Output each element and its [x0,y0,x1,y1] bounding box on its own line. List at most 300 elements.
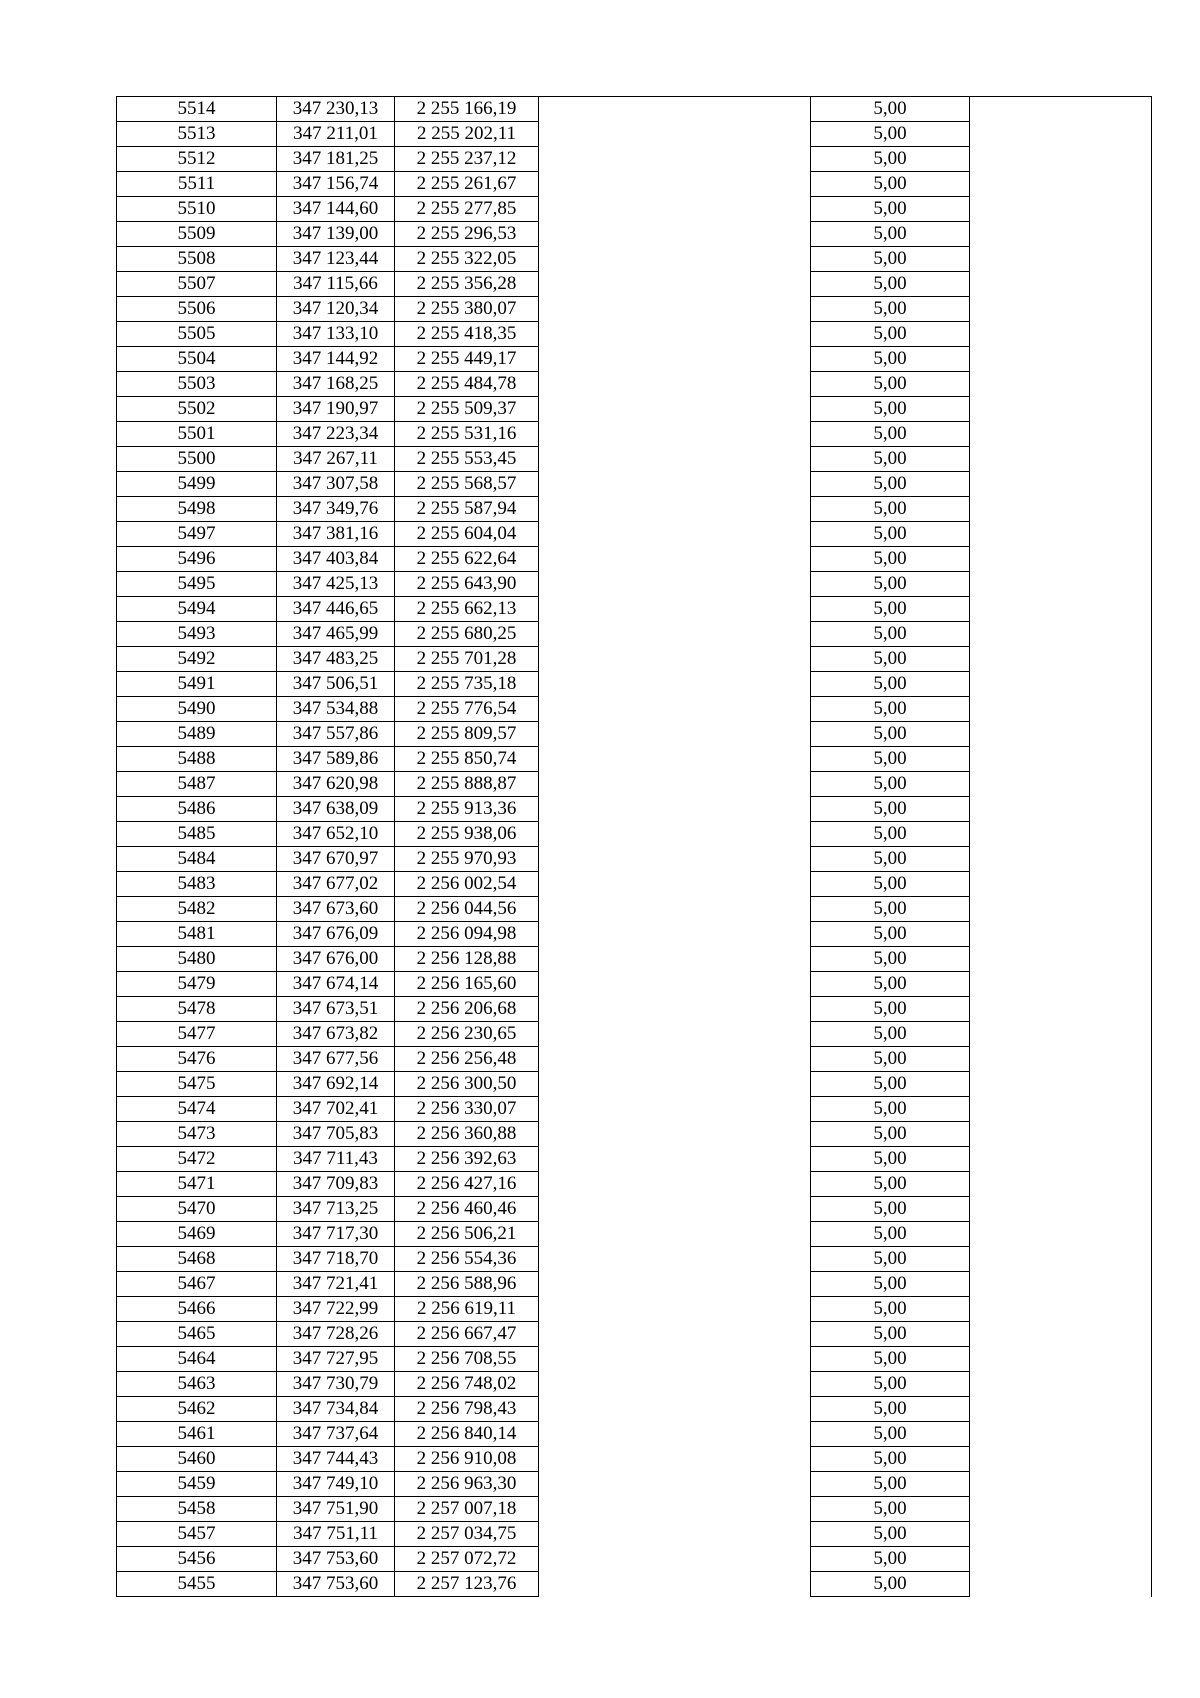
blank-cell-right [970,1372,1152,1397]
coordinates-table [116,96,1152,1597]
value-cell: 5,00 [811,1022,970,1047]
table-row [117,897,1152,922]
blank-cell-right [970,572,1152,597]
point-number-cell: 5506 [117,297,277,322]
blank-cell [539,522,811,547]
value-cell: 5,00 [811,1497,970,1522]
table-row [117,922,1152,947]
table-row [117,1522,1152,1547]
value-cell: 5,00 [811,372,970,397]
blank-cell [539,847,811,872]
blank-cell [539,1322,811,1347]
y-coordinate-cell: 2 257 007,18 [395,1497,539,1522]
blank-cell-right [970,897,1152,922]
x-coordinate-cell: 347 190,97 [277,397,395,422]
table-row [117,1422,1152,1447]
point-number-cell: 5461 [117,1422,277,1447]
x-coordinate-cell: 347 133,10 [277,322,395,347]
blank-cell [539,1372,811,1397]
point-number-cell: 5513 [117,122,277,147]
y-coordinate-cell: 2 255 888,87 [395,772,539,797]
blank-cell-right [970,147,1152,172]
point-number-cell: 5462 [117,1397,277,1422]
blank-cell-right [970,422,1152,447]
table-row [117,1247,1152,1272]
value-cell: 5,00 [811,572,970,597]
blank-cell [539,472,811,497]
blank-cell-right [970,1497,1152,1522]
value-cell: 5,00 [811,1122,970,1147]
y-coordinate-cell: 2 255 449,17 [395,347,539,372]
y-coordinate-cell: 2 255 776,54 [395,697,539,722]
x-coordinate-cell: 347 717,30 [277,1222,395,1247]
y-coordinate-cell: 2 255 970,93 [395,847,539,872]
point-number-cell: 5460 [117,1447,277,1472]
y-coordinate-cell: 2 256 256,48 [395,1047,539,1072]
value-cell: 5,00 [811,747,970,772]
blank-cell [539,597,811,622]
table-row [117,872,1152,897]
table-row [117,1297,1152,1322]
point-number-cell: 5481 [117,922,277,947]
y-coordinate-cell: 2 256 554,36 [395,1247,539,1272]
x-coordinate-cell: 347 446,65 [277,597,395,622]
table-row [117,672,1152,697]
blank-cell [539,1097,811,1122]
blank-cell [539,147,811,172]
point-number-cell: 5484 [117,847,277,872]
blank-cell-right [970,372,1152,397]
blank-cell [539,297,811,322]
point-number-cell: 5495 [117,572,277,597]
blank-cell-right [970,247,1152,272]
blank-cell [539,497,811,522]
blank-cell [539,247,811,272]
blank-cell [539,372,811,397]
blank-cell-right [970,1122,1152,1147]
value-cell: 5,00 [811,947,970,972]
value-cell: 5,00 [811,422,970,447]
blank-cell [539,1247,811,1272]
table-row [117,1122,1152,1147]
table-row [117,222,1152,247]
x-coordinate-cell: 347 737,64 [277,1422,395,1447]
value-cell: 5,00 [811,1272,970,1297]
blank-cell [539,1022,811,1047]
blank-cell-right [970,647,1152,672]
y-coordinate-cell: 2 255 380,07 [395,297,539,322]
value-cell: 5,00 [811,1347,970,1372]
point-number-cell: 5473 [117,1122,277,1147]
y-coordinate-cell: 2 256 708,55 [395,1347,539,1372]
blank-cell [539,1147,811,1172]
point-number-cell: 5512 [117,147,277,172]
point-number-cell: 5508 [117,247,277,272]
y-coordinate-cell: 2 255 938,06 [395,822,539,847]
blank-cell [539,947,811,972]
value-cell: 5,00 [811,1172,970,1197]
table-row [117,1072,1152,1097]
x-coordinate-cell: 347 652,10 [277,822,395,847]
x-coordinate-cell: 347 557,86 [277,722,395,747]
y-coordinate-cell: 2 255 531,16 [395,422,539,447]
blank-cell [539,972,811,997]
blank-cell-right [970,672,1152,697]
value-cell: 5,00 [811,1447,970,1472]
blank-cell [539,1222,811,1247]
x-coordinate-cell: 347 403,84 [277,547,395,572]
x-coordinate-cell: 347 676,09 [277,922,395,947]
value-cell: 5,00 [811,972,970,997]
x-coordinate-cell: 347 230,13 [277,97,395,122]
point-number-cell: 5509 [117,222,277,247]
blank-cell [539,772,811,797]
table-row [117,572,1152,597]
blank-cell [539,697,811,722]
table-row [117,772,1152,797]
value-cell: 5,00 [811,597,970,622]
blank-cell [539,822,811,847]
x-coordinate-cell: 347 721,41 [277,1272,395,1297]
point-number-cell: 5478 [117,997,277,1022]
table-row [117,122,1152,147]
point-number-cell: 5502 [117,397,277,422]
blank-cell [539,922,811,947]
table-row [117,622,1152,647]
blank-cell [539,1497,811,1522]
blank-cell-right [970,447,1152,472]
blank-cell-right [970,497,1152,522]
blank-cell-right [970,272,1152,297]
blank-cell-right [970,1397,1152,1422]
value-cell: 5,00 [811,1372,970,1397]
blank-cell-right [970,197,1152,222]
y-coordinate-cell: 2 255 296,53 [395,222,539,247]
y-coordinate-cell: 2 255 568,57 [395,472,539,497]
point-number-cell: 5474 [117,1097,277,1122]
point-number-cell: 5504 [117,347,277,372]
point-number-cell: 5467 [117,1272,277,1297]
point-number-cell: 5514 [117,97,277,122]
y-coordinate-cell: 2 255 587,94 [395,497,539,522]
x-coordinate-cell: 347 674,14 [277,972,395,997]
table-row [117,972,1152,997]
x-coordinate-cell: 347 751,11 [277,1522,395,1547]
table-row [117,1147,1152,1172]
blank-cell-right [970,1272,1152,1297]
x-coordinate-cell: 347 589,86 [277,747,395,772]
point-number-cell: 5471 [117,1172,277,1197]
blank-cell [539,1197,811,1222]
table-row [117,447,1152,472]
point-number-cell: 5458 [117,1497,277,1522]
value-cell: 5,00 [811,1147,970,1172]
y-coordinate-cell: 2 256 230,65 [395,1022,539,1047]
blank-cell [539,1547,811,1572]
y-coordinate-cell: 2 255 322,05 [395,247,539,272]
x-coordinate-cell: 347 181,25 [277,147,395,172]
blank-cell-right [970,1247,1152,1272]
blank-cell [539,797,811,822]
y-coordinate-cell: 2 255 484,78 [395,372,539,397]
x-coordinate-cell: 347 673,60 [277,897,395,922]
blank-cell [539,647,811,672]
value-cell: 5,00 [811,172,970,197]
point-number-cell: 5499 [117,472,277,497]
blank-cell-right [970,1572,1152,1597]
table-row [117,797,1152,822]
point-number-cell: 5482 [117,897,277,922]
value-cell: 5,00 [811,647,970,672]
point-number-cell: 5497 [117,522,277,547]
x-coordinate-cell: 347 211,01 [277,122,395,147]
value-cell: 5,00 [811,197,970,222]
point-number-cell: 5472 [117,1147,277,1172]
y-coordinate-cell: 2 255 809,57 [395,722,539,747]
blank-cell-right [970,297,1152,322]
table-row [117,1347,1152,1372]
point-number-cell: 5483 [117,872,277,897]
point-number-cell: 5511 [117,172,277,197]
point-number-cell: 5459 [117,1472,277,1497]
blank-cell [539,1122,811,1147]
blank-cell-right [970,872,1152,897]
value-cell: 5,00 [811,272,970,297]
x-coordinate-cell: 347 676,00 [277,947,395,972]
table-row [117,247,1152,272]
table-row [117,1547,1152,1572]
point-number-cell: 5500 [117,447,277,472]
y-coordinate-cell: 2 256 667,47 [395,1322,539,1347]
table-row [117,197,1152,222]
value-cell: 5,00 [811,497,970,522]
blank-cell [539,1572,811,1597]
x-coordinate-cell: 347 744,43 [277,1447,395,1472]
point-number-cell: 5463 [117,1372,277,1397]
y-coordinate-cell: 2 256 460,46 [395,1197,539,1222]
point-number-cell: 5486 [117,797,277,822]
blank-cell-right [970,172,1152,197]
table-row [117,347,1152,372]
blank-cell [539,1172,811,1197]
x-coordinate-cell: 347 267,11 [277,447,395,472]
table-row [117,1047,1152,1072]
table-row [117,847,1152,872]
point-number-cell: 5487 [117,772,277,797]
table-row [117,422,1152,447]
point-number-cell: 5496 [117,547,277,572]
y-coordinate-cell: 2 255 237,12 [395,147,539,172]
value-cell: 5,00 [811,347,970,372]
blank-cell-right [970,97,1152,122]
point-number-cell: 5455 [117,1572,277,1597]
y-coordinate-cell: 2 255 509,37 [395,397,539,422]
y-coordinate-cell: 2 255 643,90 [395,572,539,597]
point-number-cell: 5466 [117,1297,277,1322]
y-coordinate-cell: 2 256 910,08 [395,1447,539,1472]
point-number-cell: 5491 [117,672,277,697]
blank-cell-right [970,772,1152,797]
blank-cell-right [970,547,1152,572]
blank-cell-right [970,472,1152,497]
value-cell: 5,00 [811,297,970,322]
value-cell: 5,00 [811,1047,970,1072]
y-coordinate-cell: 2 255 735,18 [395,672,539,697]
x-coordinate-cell: 347 702,41 [277,1097,395,1122]
y-coordinate-cell: 2 255 604,04 [395,522,539,547]
y-coordinate-cell: 2 256 094,98 [395,922,539,947]
table-row [117,1222,1152,1247]
y-coordinate-cell: 2 256 044,56 [395,897,539,922]
x-coordinate-cell: 347 673,51 [277,997,395,1022]
table-row [117,1497,1152,1522]
x-coordinate-cell: 347 139,00 [277,222,395,247]
value-cell: 5,00 [811,247,970,272]
blank-cell [539,997,811,1022]
point-number-cell: 5475 [117,1072,277,1097]
blank-cell [539,347,811,372]
table-row [117,1572,1152,1597]
table-row [117,1397,1152,1422]
value-cell: 5,00 [811,697,970,722]
value-cell: 5,00 [811,322,970,347]
x-coordinate-cell: 347 673,82 [277,1022,395,1047]
y-coordinate-cell: 2 256 360,88 [395,1122,539,1147]
x-coordinate-cell: 347 534,88 [277,697,395,722]
point-number-cell: 5469 [117,1222,277,1247]
point-number-cell: 5498 [117,497,277,522]
y-coordinate-cell: 2 257 072,72 [395,1547,539,1572]
y-coordinate-cell: 2 255 202,11 [395,122,539,147]
value-cell: 5,00 [811,222,970,247]
x-coordinate-cell: 347 223,34 [277,422,395,447]
blank-cell-right [970,1197,1152,1222]
y-coordinate-cell: 2 255 261,67 [395,172,539,197]
point-number-cell: 5468 [117,1247,277,1272]
value-cell: 5,00 [811,1247,970,1272]
table-row [117,997,1152,1022]
blank-cell [539,97,811,122]
blank-cell-right [970,1047,1152,1072]
point-number-cell: 5485 [117,822,277,847]
blank-cell-right [970,122,1152,147]
blank-cell-right [970,1297,1152,1322]
blank-cell [539,1522,811,1547]
x-coordinate-cell: 347 670,97 [277,847,395,872]
blank-cell-right [970,1172,1152,1197]
x-coordinate-cell: 347 753,60 [277,1572,395,1597]
y-coordinate-cell: 2 256 798,43 [395,1397,539,1422]
value-cell: 5,00 [811,522,970,547]
x-coordinate-cell: 347 692,14 [277,1072,395,1097]
table-row [117,1372,1152,1397]
blank-cell-right [970,622,1152,647]
blank-cell-right [970,1322,1152,1347]
x-coordinate-cell: 347 728,26 [277,1322,395,1347]
blank-cell-right [970,1072,1152,1097]
point-number-cell: 5492 [117,647,277,672]
y-coordinate-cell: 2 256 840,14 [395,1422,539,1447]
blank-cell-right [970,1547,1152,1572]
blank-cell-right [970,1447,1152,1472]
y-coordinate-cell: 2 255 277,85 [395,197,539,222]
blank-cell-right [970,522,1152,547]
table-row [117,297,1152,322]
table-row [117,822,1152,847]
blank-cell [539,397,811,422]
table-row [117,1022,1152,1047]
point-number-cell: 5507 [117,272,277,297]
table-row [117,1472,1152,1497]
blank-cell-right [970,222,1152,247]
table-row [117,372,1152,397]
blank-cell [539,622,811,647]
blank-cell [539,547,811,572]
blank-cell [539,897,811,922]
y-coordinate-cell: 2 255 913,36 [395,797,539,822]
blank-cell [539,1297,811,1322]
table-row [117,1172,1152,1197]
blank-cell [539,272,811,297]
y-coordinate-cell: 2 256 588,96 [395,1272,539,1297]
x-coordinate-cell: 347 749,10 [277,1472,395,1497]
blank-cell-right [970,722,1152,747]
value-cell: 5,00 [811,922,970,947]
table-row [117,747,1152,772]
x-coordinate-cell: 347 168,25 [277,372,395,397]
y-coordinate-cell: 2 256 165,60 [395,972,539,997]
table-row [117,1447,1152,1472]
blank-cell [539,322,811,347]
table-row [117,472,1152,497]
blank-cell-right [970,1522,1152,1547]
value-cell: 5,00 [811,1522,970,1547]
x-coordinate-cell: 347 620,98 [277,772,395,797]
blank-cell-right [970,1222,1152,1247]
x-coordinate-cell: 347 713,25 [277,1197,395,1222]
table-row [117,1322,1152,1347]
x-coordinate-cell: 347 483,25 [277,647,395,672]
blank-cell-right [970,797,1152,822]
y-coordinate-cell: 2 255 418,35 [395,322,539,347]
x-coordinate-cell: 347 120,34 [277,297,395,322]
table-row [117,722,1152,747]
blank-cell [539,1422,811,1447]
x-coordinate-cell: 347 730,79 [277,1372,395,1397]
value-cell: 5,00 [811,122,970,147]
blank-cell-right [970,847,1152,872]
blank-cell [539,197,811,222]
value-cell: 5,00 [811,1097,970,1122]
y-coordinate-cell: 2 256 392,63 [395,1147,539,1172]
point-number-cell: 5470 [117,1197,277,1222]
value-cell: 5,00 [811,997,970,1022]
x-coordinate-cell: 347 381,16 [277,522,395,547]
table-row [117,547,1152,572]
y-coordinate-cell: 2 256 002,54 [395,872,539,897]
value-cell: 5,00 [811,97,970,122]
table-row [117,947,1152,972]
value-cell: 5,00 [811,772,970,797]
y-coordinate-cell: 2 255 622,64 [395,547,539,572]
table-row [117,397,1152,422]
value-cell: 5,00 [811,1422,970,1447]
point-number-cell: 5465 [117,1322,277,1347]
table-row [117,97,1152,122]
table-row [117,322,1152,347]
table-row [117,597,1152,622]
point-number-cell: 5479 [117,972,277,997]
